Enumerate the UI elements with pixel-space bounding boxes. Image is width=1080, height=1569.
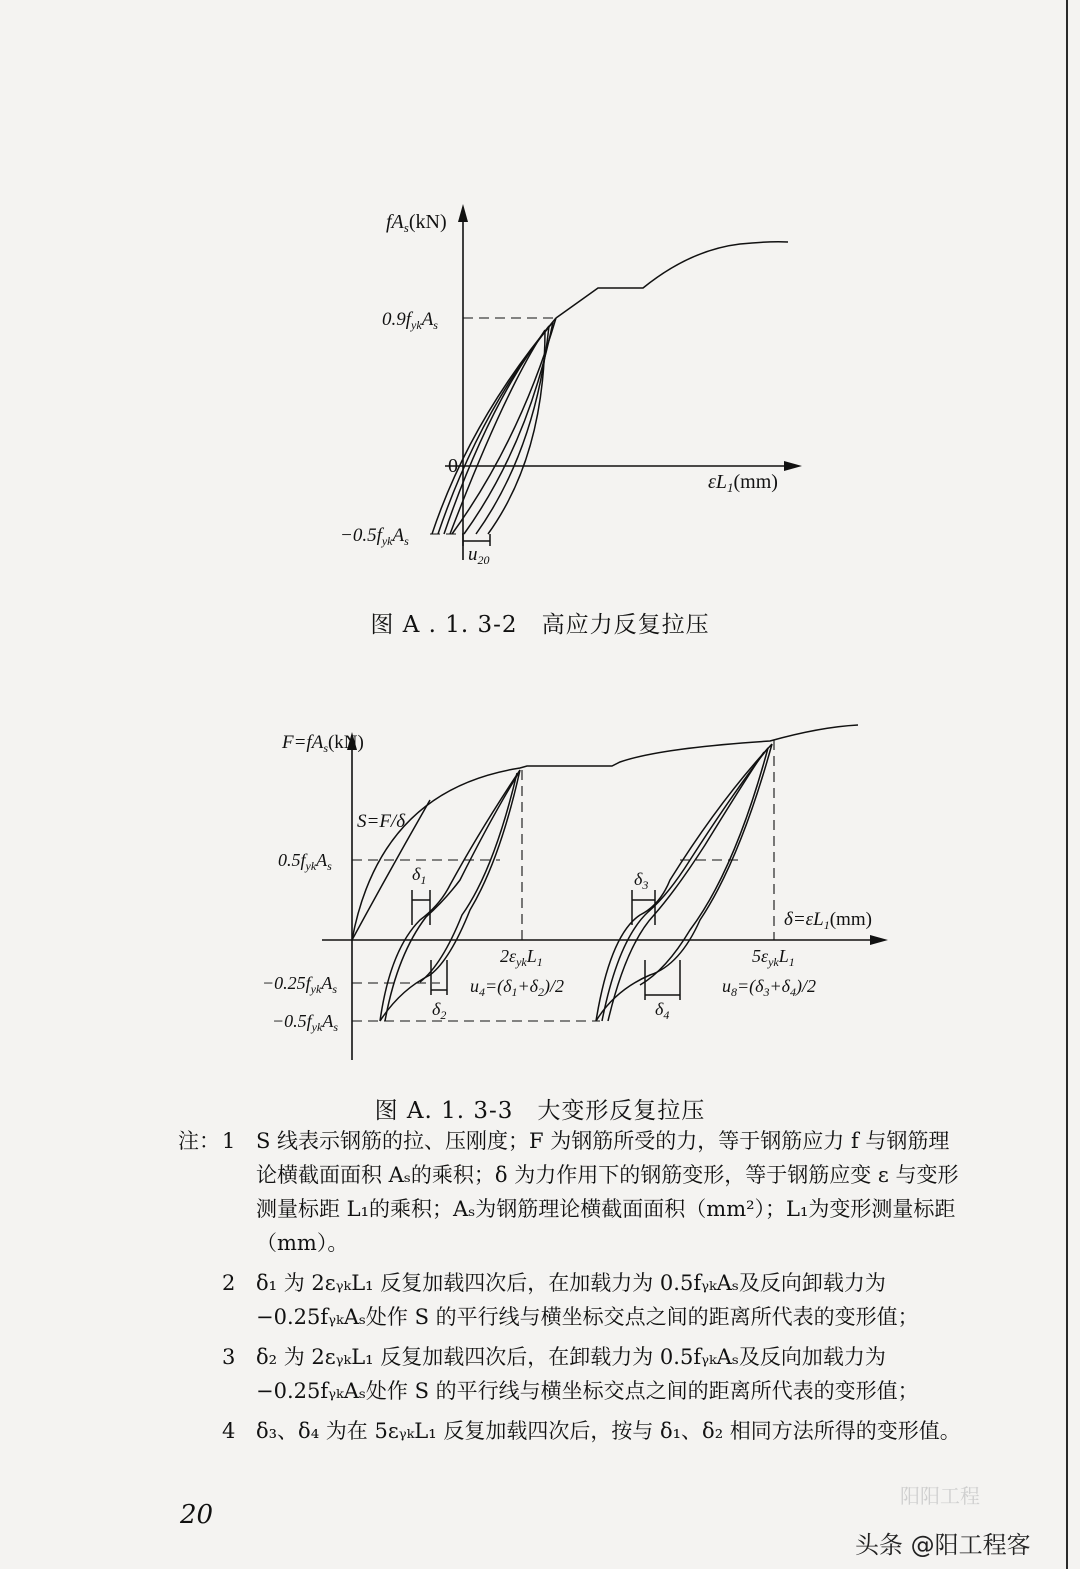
fig2-xmark-2eps: $2\varepsilon_{yk}L_1$	[500, 946, 543, 969]
note-item	[178, 1124, 968, 1260]
note-text: S 线表示钢筋的拉、压刚度；F 为钢筋所受的力，等于钢筋应力 f 与钢筋理论横截面面积 Aₛ的乘积；δ 为力作用下的钢筋变形，等于钢筋应变 ε 与变形测量标距 L₁的乘积；Aₛ为钢筋理论横截面面积（mm²）；L₁为变形测量标距（mm）。	[256, 1129, 959, 1255]
note-number: 4	[222, 1419, 236, 1443]
note-number: 1	[222, 1129, 236, 1153]
fig1-tick-lower: $-0.5f_{yk}A_s$	[340, 525, 409, 548]
watermark-faint: 阳阳工程	[900, 1484, 980, 1508]
fig2-delta3: $\delta_3$	[634, 869, 649, 892]
note-item	[178, 1414, 968, 1448]
fig2-x-axis-label: $\delta=\varepsilon L_1(mm)$	[784, 909, 872, 932]
note-text: δ₃、δ₄ 为在 5εᵧₖL₁ 反复加载四次后，按与 δ₁、δ₂ 相同方法所得的变形值。	[256, 1419, 961, 1443]
fig2-s-label: S=F/δ	[357, 811, 406, 832]
note-number: 2	[222, 1271, 236, 1295]
figure-large-deformation-cyclic	[0, 720, 1080, 1085]
figure-high-stress-cyclic	[0, 190, 1080, 580]
fig2-y-axis-label: $F=fA_s(kN)$	[282, 732, 364, 755]
fig1-caption: 图 A . 1. 3-2 高应力反复拉压	[370, 612, 710, 638]
fig1-envelope-curve	[556, 242, 788, 318]
fig2-x-arrow-icon	[870, 935, 888, 945]
fig2-u8-formula: $u_8=(\delta_3+\delta_4)/2$	[722, 976, 817, 999]
note-item	[178, 1340, 968, 1408]
page-number: 20	[180, 1500, 214, 1530]
fig2-caption: 图 A. 1. 3-3 大变形反复拉压	[374, 1098, 706, 1124]
notes-section	[178, 1124, 968, 1448]
note-text: δ₁ 为 2εᵧₖL₁ 反复加载四次后，在加载力为 0.5fᵧₖAₛ及反向卸载力为 −0.25fᵧₖAₛ处作 S 的平行线与横坐标交点之间的距离所代表的变形值；	[256, 1271, 919, 1329]
fig2-delta2: $\delta_2$	[432, 999, 447, 1022]
fig2-u4-formula: $u_4=(\delta_1+\delta_2)/2$	[470, 976, 565, 999]
fig2-delta4: $\delta_4$	[655, 999, 670, 1022]
fig1-x-arrow-icon	[784, 461, 802, 471]
fig1-x-axis-label: $\varepsilon L_1(mm)$	[708, 471, 778, 495]
fig1-u20-label: $u_{20}$	[468, 544, 490, 567]
watermark: 头条 @阳工程客	[855, 1531, 1031, 1559]
fig1-y-arrow-icon	[458, 204, 468, 222]
fig2-xmark-5eps: $5\varepsilon_{yk}L_1$	[752, 946, 795, 969]
fig1-y-axis-label: $fA_s(kN)$	[386, 211, 447, 235]
fig2-envelope-curve	[352, 725, 858, 940]
note-number: 3	[222, 1345, 236, 1369]
fig2-tick-quarter-neg: $-0.25f_{yk}A_s$	[262, 973, 337, 996]
fig2-delta1: $\delta_1$	[412, 864, 427, 887]
note-text: δ₂ 为 2εᵧₖL₁ 反复加载四次后，在卸载力为 0.5fᵧₖAₛ及反向加载力为 −0.25fᵧₖAₛ处作 S 的平行线与横坐标交点之间的距离所代表的变形值；	[256, 1345, 919, 1403]
fig2-tick-half: $0.5f_{yk}A_s$	[278, 850, 332, 873]
fig1-tick-upper: $0.9f_{yk}A_s$	[382, 309, 438, 332]
fig1-origin-label: 0	[448, 455, 458, 477]
notes-heading: 注：	[178, 1129, 220, 1153]
fig1-hysteresis-loops	[432, 318, 556, 534]
fig2-tick-half-neg: $-0.5f_{yk}A_s$	[272, 1011, 338, 1034]
note-item	[178, 1266, 968, 1334]
